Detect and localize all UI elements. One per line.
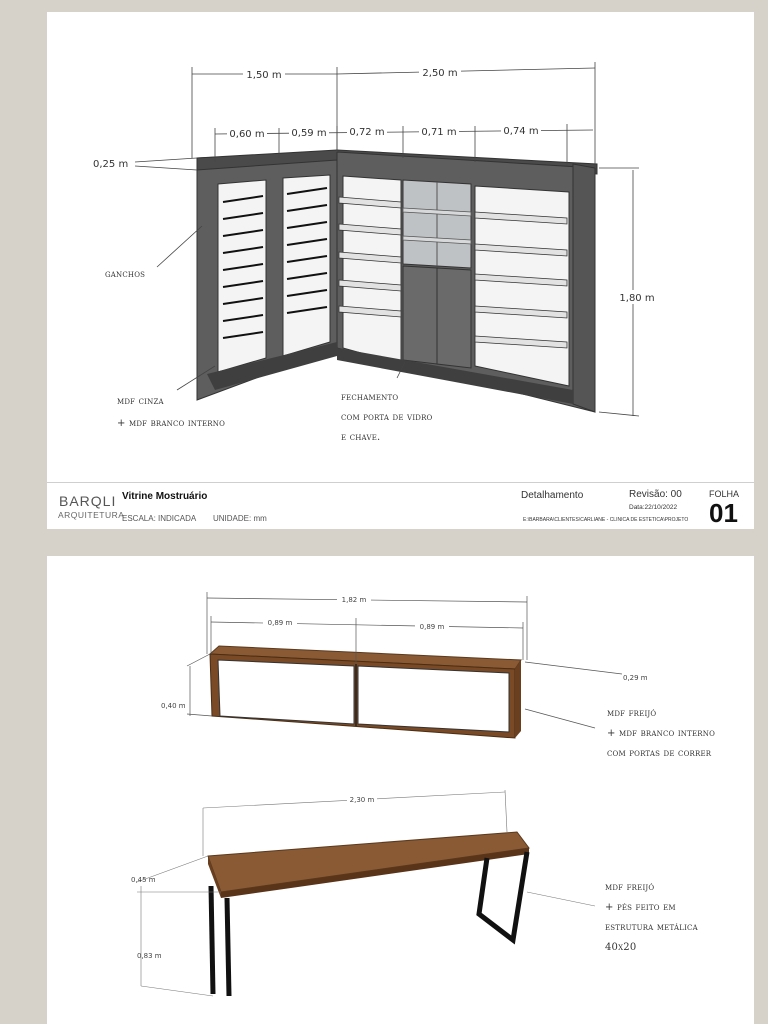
cabinet-total: 1,82 m	[341, 596, 367, 604]
drawing-title: Vitrine Mostruário	[122, 491, 208, 502]
note-closure-1: fechamento	[341, 392, 399, 403]
date-label: Data:22/10/2022	[629, 504, 678, 511]
logo: BARQLI	[59, 493, 117, 509]
cabinet-seg-right: 0,89 m	[419, 623, 445, 631]
bench-note-3: estrutura metálica	[605, 922, 698, 933]
bench-note-1: mdf freijó	[605, 882, 655, 893]
drawing-sheet-2	[47, 556, 754, 1024]
logo-subtitle: ARQUITETURA	[58, 510, 125, 520]
unit-label: UNIDADE: mm	[213, 514, 267, 523]
dim-total-right: 2,50 m	[422, 68, 458, 79]
bench-note-2: + pés feito em	[605, 902, 676, 913]
dim-seg1: 0,60 m	[229, 129, 265, 140]
cabinet-note-3: com portas de correr	[607, 748, 712, 759]
sheet-number: 01	[709, 498, 738, 528]
note-closure-2: com porta de vidro	[341, 412, 433, 423]
bench-dim-lines	[137, 790, 595, 996]
furniture-drawing	[47, 556, 754, 1024]
bench-length: 2,30 m	[349, 796, 375, 804]
bench-note-4: 40x20	[605, 942, 637, 953]
bench-depth: 0,45 m	[131, 876, 156, 884]
cabinet-depth: 0,29 m	[623, 674, 648, 682]
scale-label: ESCALA: INDICADA	[122, 514, 197, 523]
file-path: E:\BARBARA\CLIENTES\CARLIANE - CLINICA DE ESTETICA\PROJETO	[523, 517, 689, 523]
cabinet-note-2: + mdf branco interno	[607, 728, 716, 739]
revision-label: Revisão: 00	[629, 489, 682, 500]
note-hooks: ganchos	[105, 269, 146, 280]
title-block-divider	[47, 482, 754, 483]
cabinet-note-1: mdf freijó	[607, 708, 657, 719]
dim-total-left: 1,50 m	[246, 70, 282, 81]
right-side-panel	[573, 164, 595, 412]
cabinet-side	[515, 660, 521, 738]
lower-door-right	[437, 268, 471, 368]
cabinet-height: 0,40 m	[161, 702, 186, 710]
bench-height: 0,83 m	[137, 952, 162, 960]
note-closure-3: e chave.	[341, 432, 381, 443]
bench-top	[208, 832, 529, 892]
dim-depth: 0,25 m	[93, 159, 129, 170]
note-material-1: mdf cinza	[117, 396, 164, 407]
dim-height: 1,80 m	[619, 293, 655, 304]
drawing-sheet-1	[47, 12, 754, 529]
lower-door-left	[403, 266, 437, 364]
sheet-label: FOLHA	[709, 489, 740, 499]
dim-seg2: 0,59 m	[291, 128, 327, 139]
section-label: Detalhamento	[521, 490, 584, 501]
cabinet-seg-left: 0,89 m	[267, 619, 293, 627]
cabinet-door-right	[358, 666, 509, 732]
dim-seg4: 0,71 m	[421, 127, 457, 138]
note-material-2: + mdf branco interno	[117, 418, 226, 429]
cabinet-door-left	[218, 660, 354, 724]
dim-seg3: 0,72 m	[349, 127, 385, 138]
showcase-drawing	[47, 12, 754, 529]
left-compartment-1	[218, 180, 266, 372]
dim-seg5: 0,74 m	[503, 126, 539, 137]
left-compartment-2	[283, 175, 330, 356]
